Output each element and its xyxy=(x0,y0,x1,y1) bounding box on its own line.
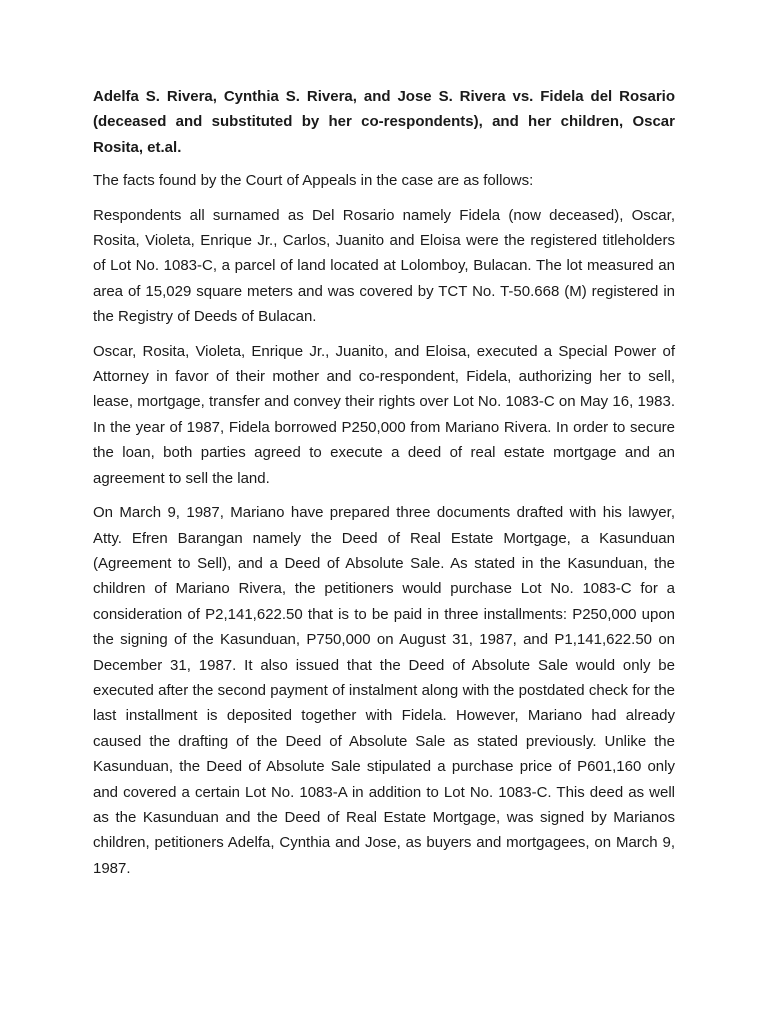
paragraph-special-power-of-attorney: Oscar, Rosita, Violeta, Enrique Jr., Juanito, and Eloisa, executed a Special Power of Attorney in favor of their mother and co-respondent, Fidela, authorizing her to sell, lease, mortgage, transfer and convey their rights over Lot No. 1083-C on May 16, 1983. In the year of 1987, Fidela borrowed P250,000 from Mariano Rivera. In order to secure the loan, both parties agreed to execute a deed of real estate mortgage and an agreement to sell the land. xyxy=(93,342,675,487)
paragraph-documents-drafted: On March 9, 1987, Mariano have prepared three documents drafted with his lawyer, Atty. Efren Barangan namely the Deed of Real Estate Mortgage, a Kasunduan (Agreement to Sell), and a Deed of Absolute Sale. As stated in the Kasunduan, the children of Mariano Rivera, the petitioners would purchase Lot No. 1083-C for a consideration of P2,141,622.50 that is to be paid in three installments: P250,000 upon the signing of the Kasunduan, P750,000 on August 31, 1987, and P1,141,622.50 on December 31, 1987. It also issued that the Deed of Absolute Sale would only be executed after the second payment of instalment along with the postdated check for the last installment is deposited together with Fidela. However, Mariano had already caused the drafting of the Deed of Absolute Sale as stated previously. Unlike the Kasunduan, the Deed of Absolute Sale stipulated a purchase price of P601,160 only and covered a certain Lot No. 1083-A in addition to Lot No. 1083-C. This deed as well as the Kasunduan and the Deed of Real Estate Mortgage, was signed by Marianos children, petitioners Adelfa, Cynthia and Jose, as buyers and mortgagees, on March 9, 1987. xyxy=(93,504,675,877)
document-page xyxy=(93,84,675,890)
paragraph-respondents: Respondents all surnamed as Del Rosario namely Fidela (now deceased), Oscar, Rosita, Violeta, Enrique Jr., Carlos, Juanito and Eloisa were the registered titleholders of Lot No. 1083-C, a parcel of land located at Lolomboy, Bulacan. The lot measured an area of 15,029 square meters and was covered by TCT No. T-50.668 (M) registered in the Registry of Deeds of Bulacan. xyxy=(93,206,675,326)
case-title: Adelfa S. Rivera, Cynthia S. Rivera, and Jose S. Rivera vs. Fidela del Rosario (deceased and substituted by her co-respondents), and her children, Oscar Rosita, et.al. xyxy=(93,88,675,156)
paragraph-intro: The facts found by the Court of Appeals in the case are as follows: xyxy=(93,172,534,190)
